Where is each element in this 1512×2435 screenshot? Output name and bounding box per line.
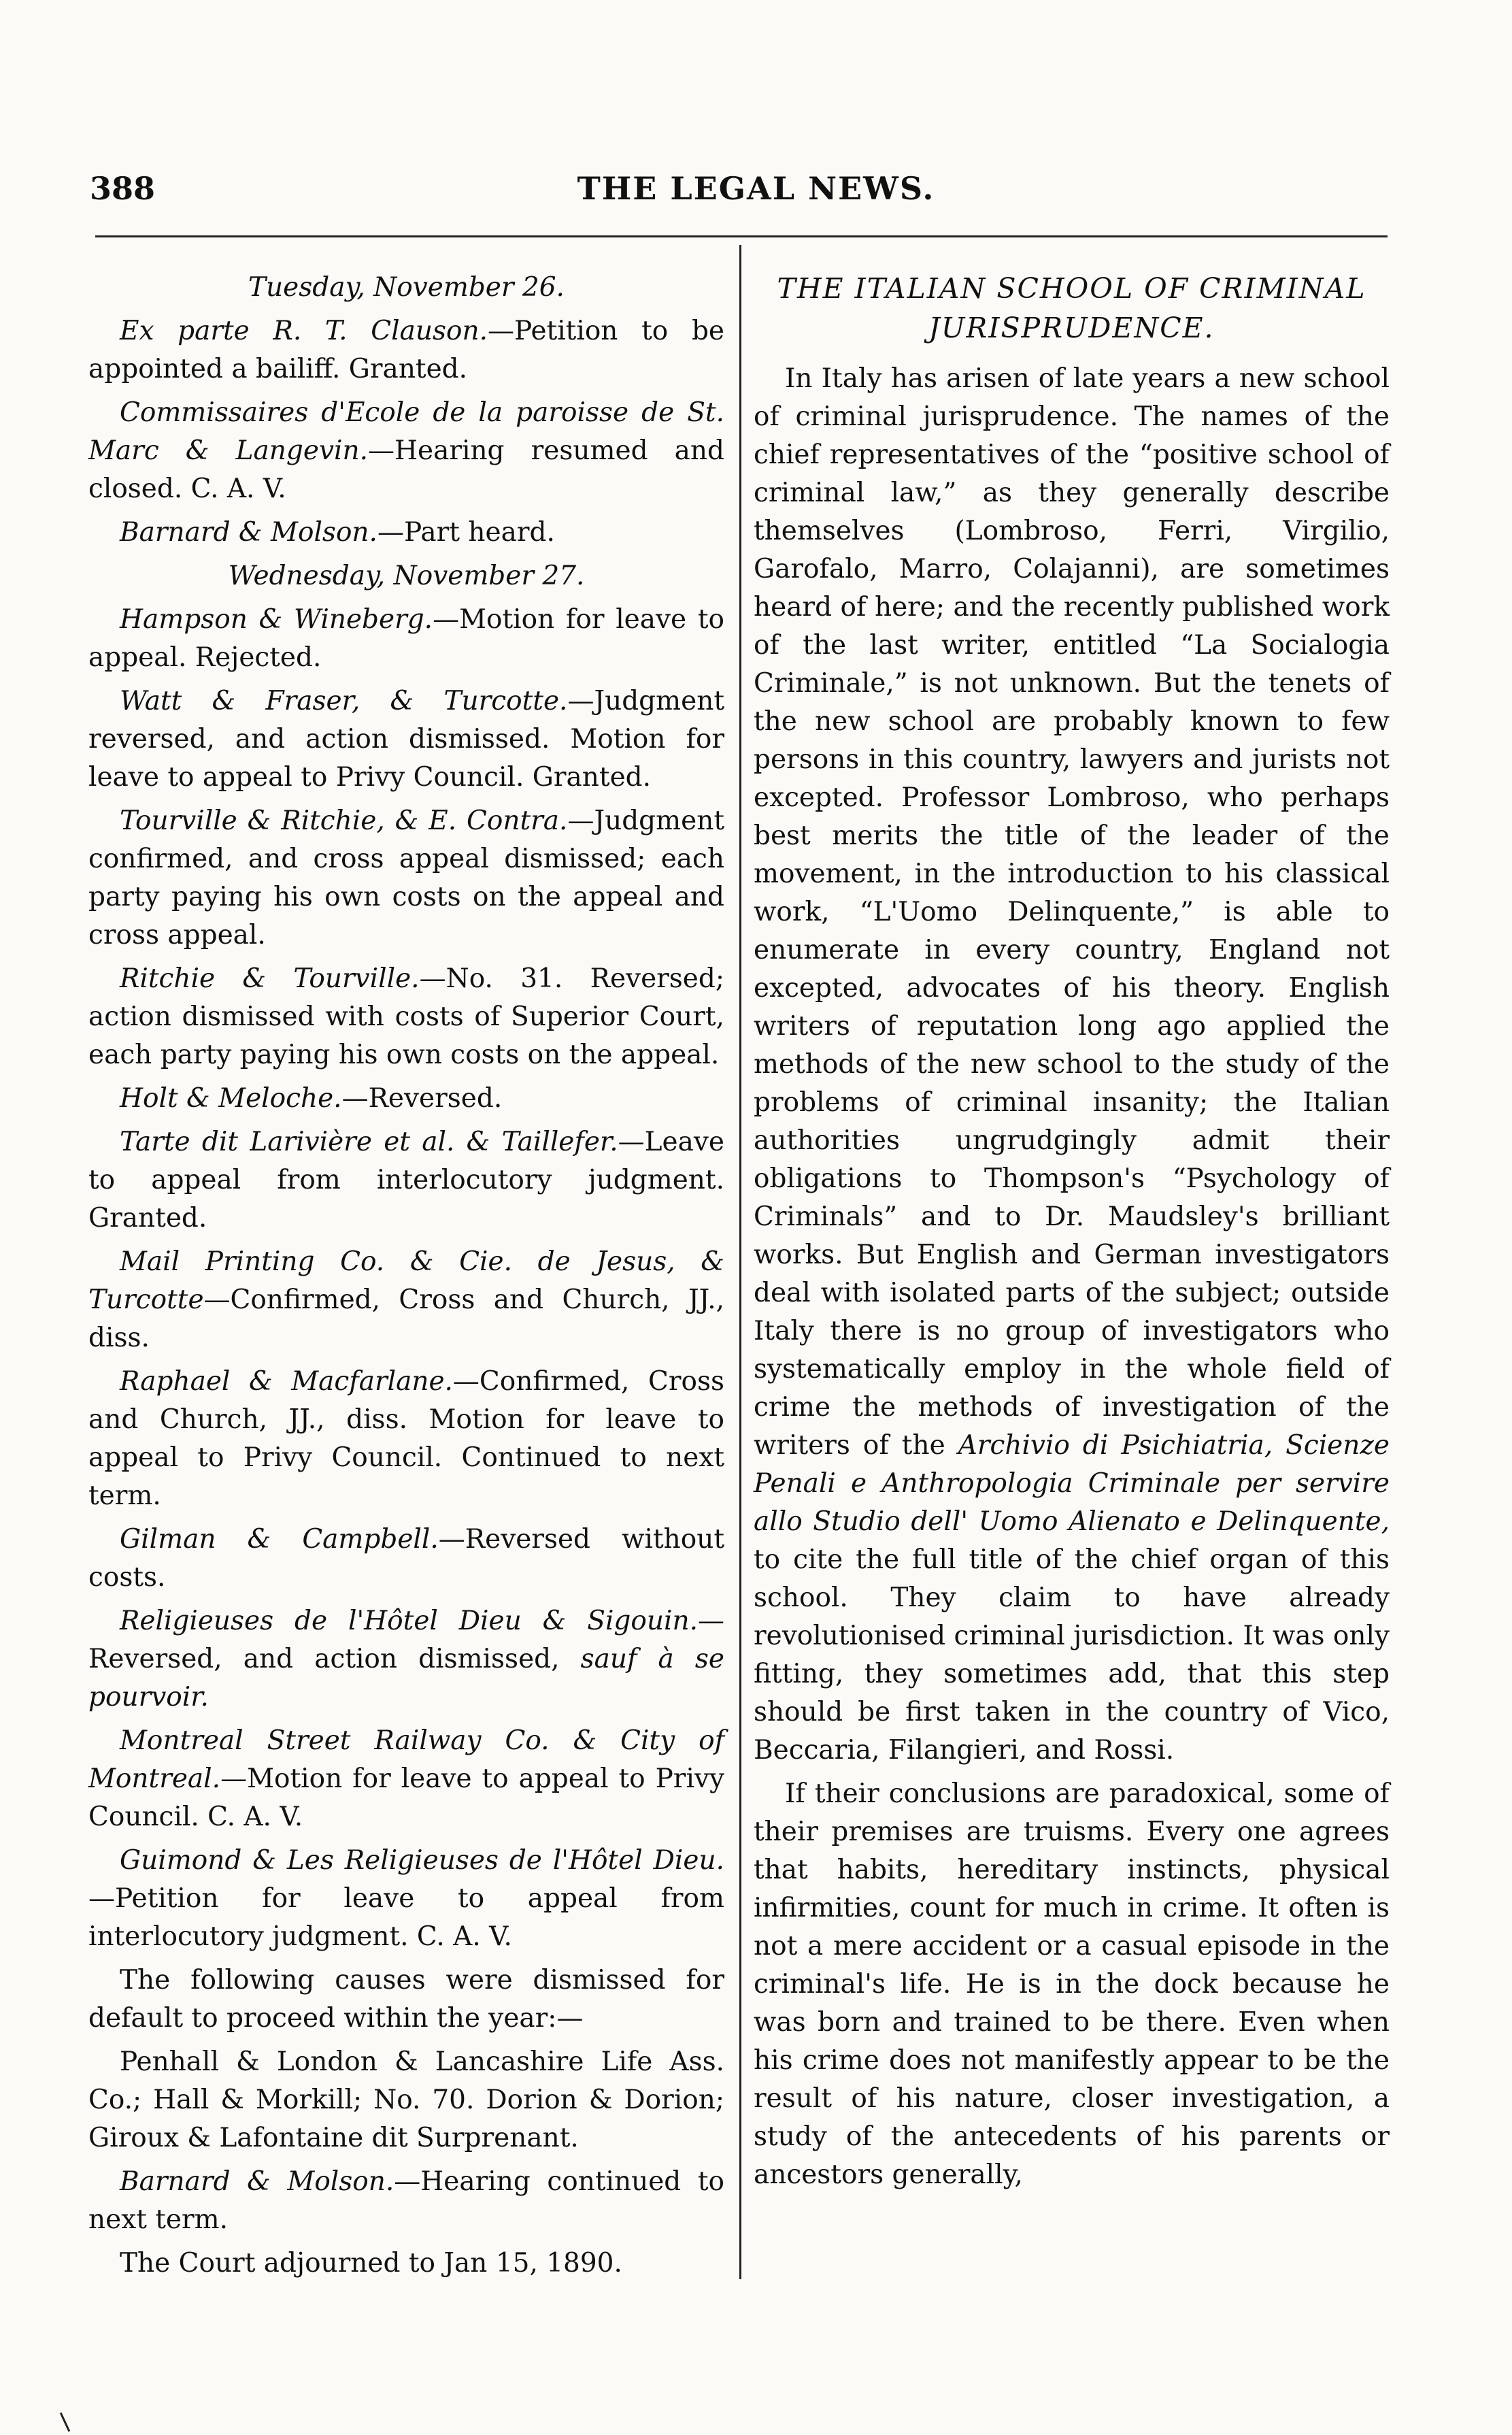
date-heading: Tuesday, November 26. [248,272,565,303]
case-name: Barnard & Molson. [120,517,377,548]
case-entry [88,1080,724,1118]
right-column [754,269,1390,2200]
case-name: Raphael & Macfarlane. [120,1366,453,1397]
case-ruling: —Motion for leave to appeal. Rejected. [88,604,724,673]
case-entry [88,682,724,797]
paragraph-text: to cite the full title of the chief organ of this school. They claim to have already revolutionised criminal jurisdiction. It was only fitting, they sometimes add, that this step should be first taken in the country of Vico, Beccaria, Filangieri, and Rossi. [754,1544,1390,1766]
case-name: Mail Printing Co. & Cie. de Jesus, & Turcotte [88,1246,724,1315]
case-entry [88,1123,724,1238]
case-entry [88,1722,724,1836]
case-entry [88,1363,724,1515]
case-name: Commissaires d'Ecole de la paroisse de St. Marc & Langevin. [88,397,724,466]
column-divider [739,245,741,2279]
case-entry [88,514,724,552]
case-name: Barnard & Molson. [120,2166,394,2197]
date-heading: Wednesday, November 27. [228,561,585,591]
case-ruling: —Judgment confirmed, and cross appeal dismissed; each party paying his own costs on the appeal and cross appeal. [88,806,724,950]
case-ruling: —Judgment reversed, and action dismissed. Motion for leave to appeal to Privy Council. Granted. [88,686,724,793]
article-paragraph: If their conclusions are paradoxical, some of their premises are truisms. Every one agrees that habits, hereditary instincts, physical infirmities, count for much in crime. It often is not a mere accident or a casual episode in the criminal's life. He is in the dock because he was born and trained to be there. Even when his crime does not manifestly appear to be the result of his nature, closer investigation, a study of the antecedents of his parents or ancestors generally, [754,1778,1390,2190]
case-ruling: —Hearing continued to next term. [88,2166,725,2235]
dismissed-list: Penhall & London & Lancashire Life Ass. Co.; Hall & Morkill; No. 70. Dorion & Dorion; Giroux & Lafontaine dit Surprenant. [88,2047,724,2153]
case-name: Tarte dit Larivière et al. & Taillefer. [120,1127,618,1157]
adjournment-notice: The Court adjourned to Jan 15, 1890. [120,2248,622,2279]
case-ruling: —Motion for leave to appeal to Privy Council. C. A. V. [88,1763,724,1832]
case-name: Tourville & Ritchie, & E. Contra. [120,806,568,836]
article-paragraph [754,360,1390,1770]
dismissed-intro: The following causes were dismissed for default to proceed within the year:— [88,1965,724,2034]
case-entry [88,1602,724,1717]
journal-title: Archivio di Psichiatria, Scienze Penali e Anthropologia Criminale per servire allo Studio dell' Uomo Alienato e Delinquente, [754,1430,1390,1537]
margin-mark [60,2413,70,2432]
case-ruling: —Petition for leave to appeal from interlocutory judgment. C. A. V. [88,1883,724,1952]
page-number: 388 [90,170,156,207]
case-entry [88,1521,724,1597]
case-entry [88,2163,724,2239]
case-ruling: —Hearing resumed and closed. C. A. V. [88,435,724,504]
case-ruling: —Confirmed, Cross and Church, JJ., diss. Motion for leave to appeal to Privy Council. Continued to next term. [88,1366,724,1511]
case-ruling: —Reversed. [341,1083,503,1114]
case-entry [88,960,724,1074]
case-entry [88,802,724,955]
case-ruling: —Reversed, and action dismissed, [88,1606,724,1674]
case-ruling: —Part heard. [377,517,555,548]
left-column [88,269,724,2288]
case-ruling: —Reversed without costs. [88,1524,724,1593]
case-ruling: —Leave to appeal from interlocutory judgment. Granted. [88,1127,724,1233]
case-entry [88,394,724,508]
case-entry [88,1243,724,1357]
case-name: Ex parte R. T. Clauson. [120,316,488,346]
case-ruling: —No. 31. Reversed; action dismissed with costs of Superior Court, each party paying his own costs on the appeal. [88,963,724,1070]
paragraph-text: In Italy has arisen of late years a new school of criminal jurisprudence. The names of the chief representatives of the “positive school of criminal law,” as they generally describe themselves (Lombroso, Ferri, Virgilio, Garofalo, Marro, Colajanni), are sometimes heard of here; and the recently published work of the last writer, entitled “La Socialogia Criminale,” is not unknown. But the tenets of the new school are probably known to few persons in this country, lawyers and jurists not excepted. Professor Lombroso, who perhaps best merits the title of the leader of the movement, in the introduction to his classical work, “L'Uomo Delinquente,” is able to enumerate in every country, England not excepted, advocates of his theory. English writers of reputation long ago applied the methods of the new school to the study of the problems of criminal insanity; the Italian authorities ungrudgingly admit their obligations to Thompson's “Psychology of Criminals” and to Dr. Maudsley's brilliant works. But English and German investigators deal with isolated parts of the subject; outside Italy there is no group of investigators who systematically employ in the whole field of crime the methods of investigation of the writers of the [754,363,1390,1461]
running-head: THE LEGAL NEWS. [577,170,935,207]
case-name: Watt & Fraser, & Turcotte. [120,686,568,716]
case-ruling: —Petition to be appointed a bailiff. Granted. [88,316,725,384]
case-name: Gilman & Campbell. [120,1524,439,1555]
case-name: Ritchie & Tourville. [120,963,420,994]
article-title: THE ITALIAN SCHOOL OF CRIMINAL JURISPRUDENCE. [777,272,1366,344]
case-name: Montreal Street Railway Co. & City of Montreal. [88,1725,724,1794]
case-ruling: —Confirmed, Cross and Church, JJ., diss. [88,1285,724,1353]
case-entry [88,1842,724,1956]
case-name: Holt & Meloche. [120,1083,342,1114]
header-rule [95,235,1388,237]
case-name: Religieuses de l'Hôtel Dieu & Sigouin. [120,1606,698,1636]
case-name: Guimond & Les Religieuses de l'Hôtel Dieu. [120,1845,724,1876]
case-ruling-italic: sauf à se pourvoir. [88,1644,724,1712]
case-name: Hampson & Wineberg. [120,604,433,635]
case-entry [88,312,724,388]
case-entry [88,601,724,677]
